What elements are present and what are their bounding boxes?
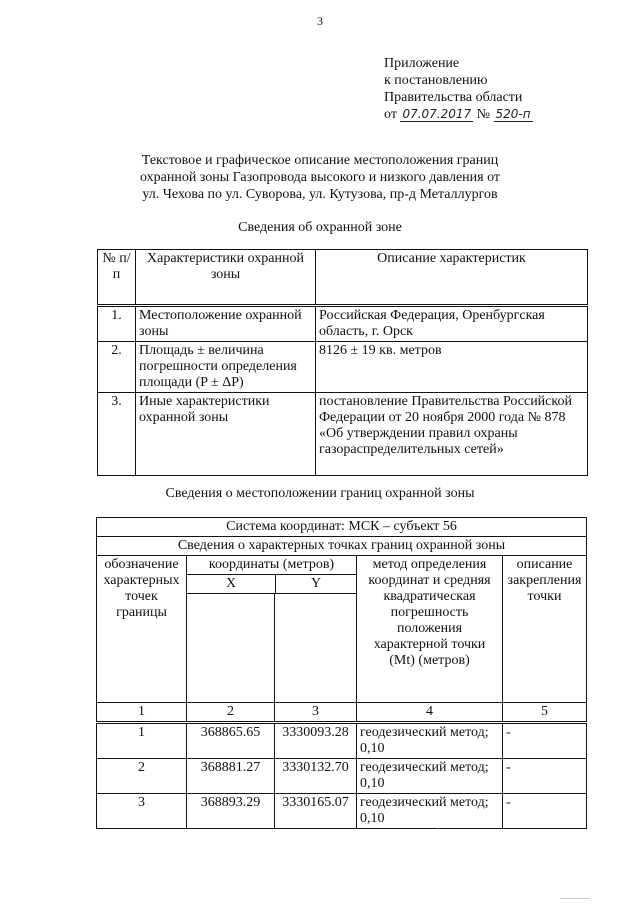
- header-characteristic: Характеристики охранной зоны: [136, 250, 316, 306]
- section1-title: Сведения об охранной зоне: [238, 220, 402, 235]
- title-line-1: Текстовое и графическое описание местоположения границ: [141, 153, 499, 168]
- points-title: Сведения о характерных точках границ охранной зоны: [97, 537, 587, 556]
- table-row: [98, 393, 588, 476]
- col-number: 2: [187, 703, 275, 723]
- coords-subheader: [187, 575, 356, 593]
- col-number: 5: [503, 703, 587, 723]
- handwritten-number: 520-п: [495, 107, 531, 121]
- row-description: постановление Правительства Российской Федерации от 20 ноября 2000 года № 878 «Об утверждении правил охраны газораспределительных сетей»: [316, 393, 588, 476]
- number-prefix: №: [476, 107, 491, 122]
- row-num: 3.: [98, 393, 136, 476]
- section2-title: Сведения о местоположении границ охранной зоны: [165, 486, 475, 501]
- point-desc: -: [503, 723, 587, 759]
- point-method: геодезический метод; 0,10: [357, 759, 503, 794]
- col-number: 4: [357, 703, 503, 723]
- point-method: геодезический метод; 0,10: [357, 723, 503, 759]
- table1-header-row: [98, 250, 588, 306]
- appendix-line-3: Правительства области: [384, 90, 523, 105]
- row-description: Российская Федерация, Оренбургская область, г. Орск: [316, 306, 588, 342]
- table-row: [97, 794, 587, 829]
- page-number: 3: [317, 14, 323, 28]
- document-title: [0, 152, 640, 203]
- column-numbers-row: [97, 703, 587, 723]
- table-row: [97, 759, 587, 794]
- y-column-spacer: [275, 594, 357, 703]
- header-point: обозначение характерных точек границы: [97, 556, 187, 703]
- handwritten-date: 07.07.2017: [402, 107, 472, 121]
- header-y: Y: [310, 576, 322, 591]
- protection-zone-table: [97, 249, 588, 476]
- point-id: 2: [97, 759, 187, 794]
- header-x: X: [187, 575, 276, 593]
- appendix-line-1: Приложение: [384, 56, 460, 71]
- row-characteristic: Местоположение охранной зоны: [136, 306, 316, 342]
- point-id: 3: [97, 794, 187, 829]
- table-row: [98, 342, 588, 393]
- appendix-date-line: [384, 106, 533, 123]
- point-method: геодезический метод; 0,10: [357, 794, 503, 829]
- row-num: 1.: [98, 306, 136, 342]
- row-characteristic: Площадь ± величина погрешности определения площади (P ± ΔP): [136, 342, 316, 393]
- stray-mark: .: [437, 822, 439, 831]
- row-num: 2.: [98, 342, 136, 393]
- point-y: 3330165.07: [275, 794, 357, 829]
- point-desc: -: [503, 794, 587, 829]
- header-description: Описание характеристик: [316, 250, 588, 306]
- header-method: метод определения координат и средняя квадратическая погрешность положения характерной точки (Mt) (метров): [357, 556, 503, 703]
- appendix-line-2: к постановлению: [384, 73, 488, 88]
- point-desc: -: [503, 759, 587, 794]
- col-number: 1: [97, 703, 187, 723]
- x-column-spacer: [187, 594, 275, 703]
- title-line-2: охранной зоны Газопровода высокого и низкого давления от: [139, 170, 501, 185]
- point-id: 1: [97, 723, 187, 759]
- table-row: [97, 723, 587, 759]
- coord-system: Система координат: МСК – субъект 56: [97, 518, 587, 537]
- row-description: 8126 ± 19 кв. метров: [316, 342, 588, 393]
- header-coords: [187, 556, 357, 594]
- point-x: 368865.65: [187, 723, 275, 759]
- table2-header-row: [97, 556, 587, 594]
- bottom-scribble: [560, 898, 590, 899]
- point-x: 368881.27: [187, 759, 275, 794]
- coords-title: координаты (метров): [187, 556, 356, 575]
- row-characteristic: Иные характеристики охранной зоны: [136, 393, 316, 476]
- coord-system-row: [97, 518, 587, 537]
- table-row: [98, 306, 588, 342]
- boundary-points-table: [96, 517, 587, 829]
- date-prefix: от: [384, 107, 397, 122]
- appendix-block: [384, 55, 533, 123]
- col-number: 3: [275, 703, 357, 723]
- header-desc: описание закрепления точки: [503, 556, 587, 703]
- point-y: 3330093.28: [275, 723, 357, 759]
- point-y: 3330132.70: [275, 759, 357, 794]
- point-x: 368893.29: [187, 794, 275, 829]
- title-line-3: ул. Чехова по ул. Суворова, ул. Кутузова, пр-д Металлургов: [142, 187, 498, 202]
- header-num: № п/п: [98, 250, 136, 306]
- points-title-row: [97, 537, 587, 556]
